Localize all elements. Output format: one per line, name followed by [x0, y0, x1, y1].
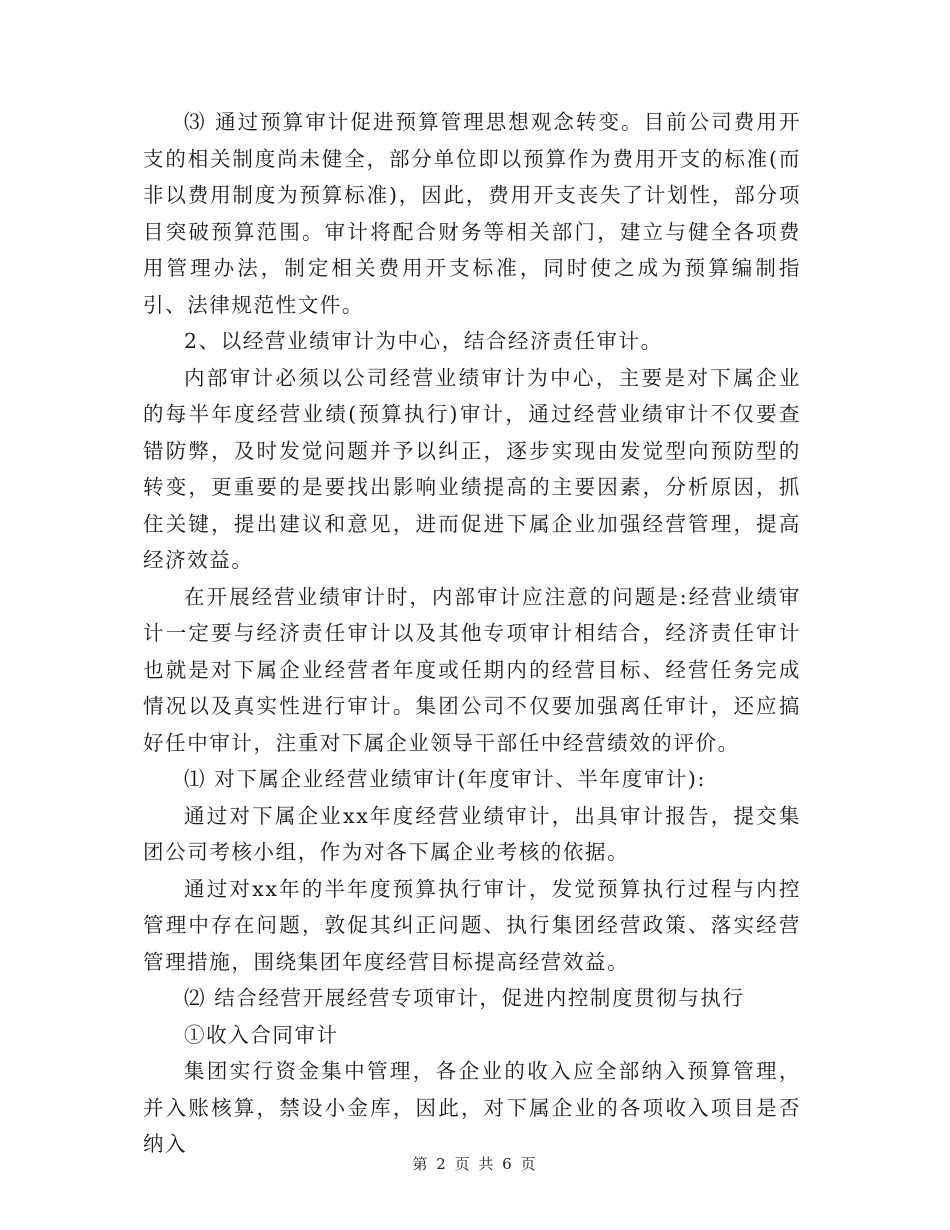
subheading-special-audit: ⑵ 结合经营开展经营专项审计，促进内控制度贯彻与执行 — [184, 986, 745, 1010]
subheading-income-contract-audit: ①收入合同审计 — [184, 1022, 339, 1047]
paragraph-internal-audit-center: 内部审计必须以公司经营业绩审计为中心，主要是对下属企业的每半年度经营业绩(预算执行)审计，通过经营业绩审计不仅要查错防弊，及时发觉问题并予以纠正，逐步实现由发觉型向预防型的转变，更重要的是要找出影响业绩提高的主要因素，分析原因，抓住关键，提出建议和意见，进而促进下属企业加强经营管理，提高经济效益。 — [143, 365, 801, 572]
section-heading-performance-audit: 2、以经营业绩审计为中心，结合经济责任审计。 — [184, 329, 663, 353]
paragraph-budget-audit: ⑶ 通过预算审计促进预算管理思想观念转变。目前公司费用开支的相关制度尚未健全，部分单位即以预算作为费用开支的标准(而非以费用制度为预算标准)，因此，费用开支丧失了计划性，部分项目突破预算范围。审计将配合财务等相关部门，建立与健全各项费用管理办法，制定相关费用开支标准，同时使之成为预算编制指引、法律规范性文件。 — [143, 110, 801, 317]
paragraph-halfyear-audit: 通过对xx年的半年度预算执行审计，发觉预算执行过程与内控管理中存在问题，敦促其纠正问题、执行集团经营政策、落实经营管理措施，围绕集团年度经营目标提高经营效益。 — [143, 876, 801, 974]
subheading-performance-audit: ⑴ 对下属企业经营业绩审计(年度审计、半年度审计): — [184, 767, 707, 791]
paragraph-fund-management: 集团实行资金集中管理，各企业的收入应全部纳入预算管理，并入账核算，禁设小金库，因此，对下属企业的各项收入项目是否纳入 — [143, 1059, 801, 1156]
paragraph-audit-attention: 在开展经营业绩审计时，内部审计应注意的问题是:经营业绩审计一定要与经济责任审计以及其他专项审计相结合，经济责任审计也就是对下属企业经营者年度或任期内的经营目标、经营任务完成情况以及真实性进行审计。集团公司不仅要加强离任审计，还应搞好任中审计，注重对下属企业领导干部任中经营绩效的评价。 — [143, 584, 801, 755]
page-number-footer: 第 2 页 共 6 页 — [412, 1155, 538, 1173]
paragraph-annual-audit: 通过对下属企业xx年度经营业绩审计，出具审计报告，提交集团公司考核小组，作为对各下属企业考核的依据。 — [143, 803, 801, 864]
document-body — [143, 104, 801, 1163]
